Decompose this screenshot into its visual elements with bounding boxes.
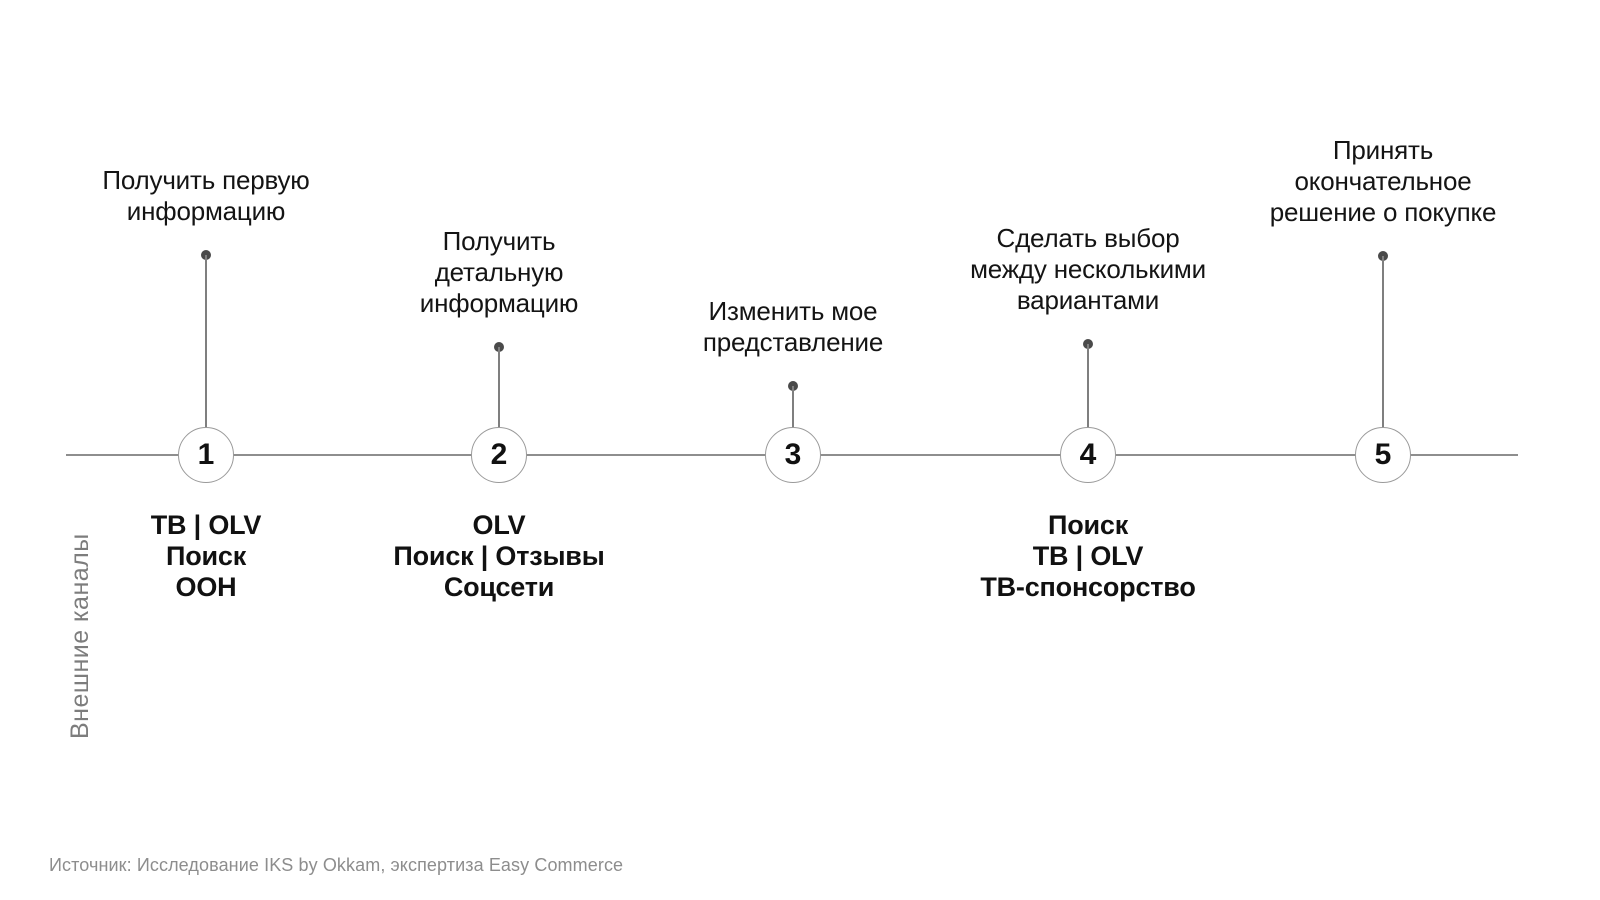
goal-line: информацию <box>419 288 579 318</box>
goal-line: представление <box>702 327 884 357</box>
stage-number: 3 <box>784 438 802 471</box>
goal-line: Получить <box>442 226 556 256</box>
stage-node-circle <box>1355 427 1411 483</box>
goal-line: Сделать выбор <box>996 223 1180 253</box>
goal-line: Изменить мое <box>708 296 878 326</box>
goal-line: Принять <box>1332 135 1434 165</box>
stem-line <box>205 255 207 427</box>
stage-number: 2 <box>490 438 508 471</box>
goal-line: между несколькими <box>970 254 1206 284</box>
channel-line: ТВ | OLV <box>1032 541 1144 571</box>
stem-line <box>498 347 500 427</box>
channel-line: Поиск <box>165 541 247 571</box>
stage-number: 1 <box>197 438 215 471</box>
stage-goal-label <box>888 223 1288 316</box>
external-channels-axis-label: Внешние каналы <box>66 533 94 739</box>
stage-channels <box>299 510 699 603</box>
stage-goal-label <box>1183 135 1583 228</box>
stage-goal-label <box>6 165 406 227</box>
stage-node-circle <box>765 427 821 483</box>
goal-line: решение о покупке <box>1269 197 1497 227</box>
channel-line: OOH <box>175 572 237 602</box>
stage-number: 4 <box>1079 438 1097 471</box>
stage-channels <box>888 510 1288 603</box>
goal-line: Получить первую <box>102 165 310 195</box>
stage-node-circle <box>471 427 527 483</box>
goal-line: информацию <box>126 196 286 226</box>
channel-line: OLV <box>472 510 526 540</box>
channel-line: Соцсети <box>443 572 555 602</box>
stage-node-circle <box>178 427 234 483</box>
goal-line: детальную <box>434 257 564 287</box>
stage-number: 5 <box>1374 438 1392 471</box>
stage-node-circle <box>1060 427 1116 483</box>
channel-line: ТВ-спонсорство <box>980 572 1196 602</box>
goal-line: окончательное <box>1294 166 1472 196</box>
channel-line: Поиск <box>1047 510 1129 540</box>
source-note: Источник: Исследование IKS by Okkam, экспертиза Easy Commerce <box>49 855 624 875</box>
stem-line <box>1087 344 1089 427</box>
goal-line: вариантами <box>1016 285 1160 315</box>
stem-line <box>1382 256 1384 427</box>
channel-line: Поиск | Отзывы <box>393 541 605 571</box>
channel-line: ТВ | OLV <box>150 510 262 540</box>
stem-line <box>792 386 794 427</box>
